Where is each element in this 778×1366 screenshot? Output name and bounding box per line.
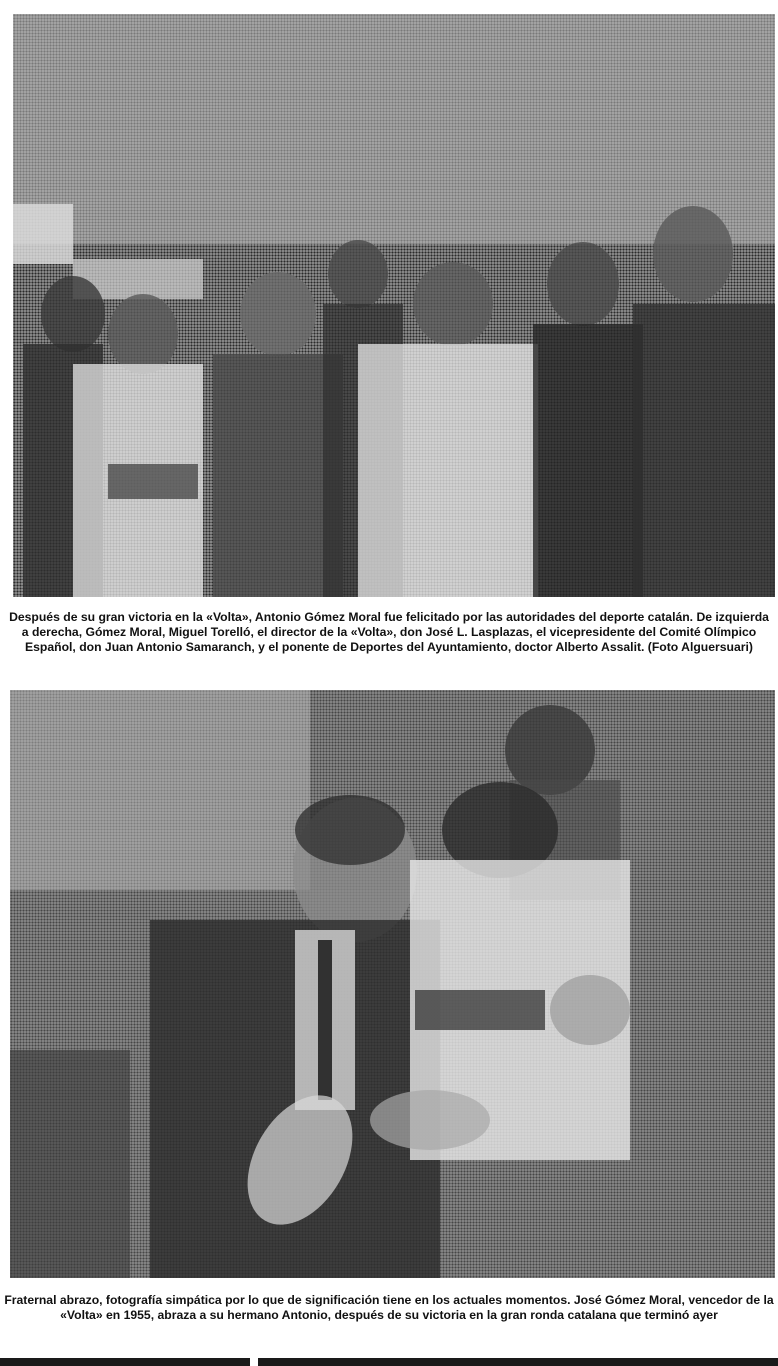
photo-caption-top: Después de su gran victoria en la «Volta», Antonio Gómez Moral fue felicitado por las autoridades del deporte catalán. De izquierda a derecha, Gómez Moral, Miguel Torelló, el director de la «Volta», don José L. Lasplazas, el vicepresidente del Comité Olímpico Español, don Juan Antonio Samaranch, y el ponente de Deportes del Ayuntamiento, doctor Alberto Assalit. (Foto Alguersuari) <box>9 610 769 654</box>
page-rule-right <box>258 1358 778 1366</box>
photo-caption-bottom: Fraternal abrazo, fotografía simpática por lo que de significación tiene en los actuales momentos. José Gómez Moral, vencedor de la «Volta» en 1955, abraza a su hermano Antonio, después de su victoria en la gran ronda catalana que terminó ayer <box>4 1293 774 1322</box>
news-photo-top <box>13 14 775 597</box>
photo-top-figures <box>13 14 775 597</box>
photo-bottom-figures <box>10 690 775 1278</box>
page-rule-left <box>0 1358 250 1366</box>
news-photo-bottom <box>10 690 775 1278</box>
